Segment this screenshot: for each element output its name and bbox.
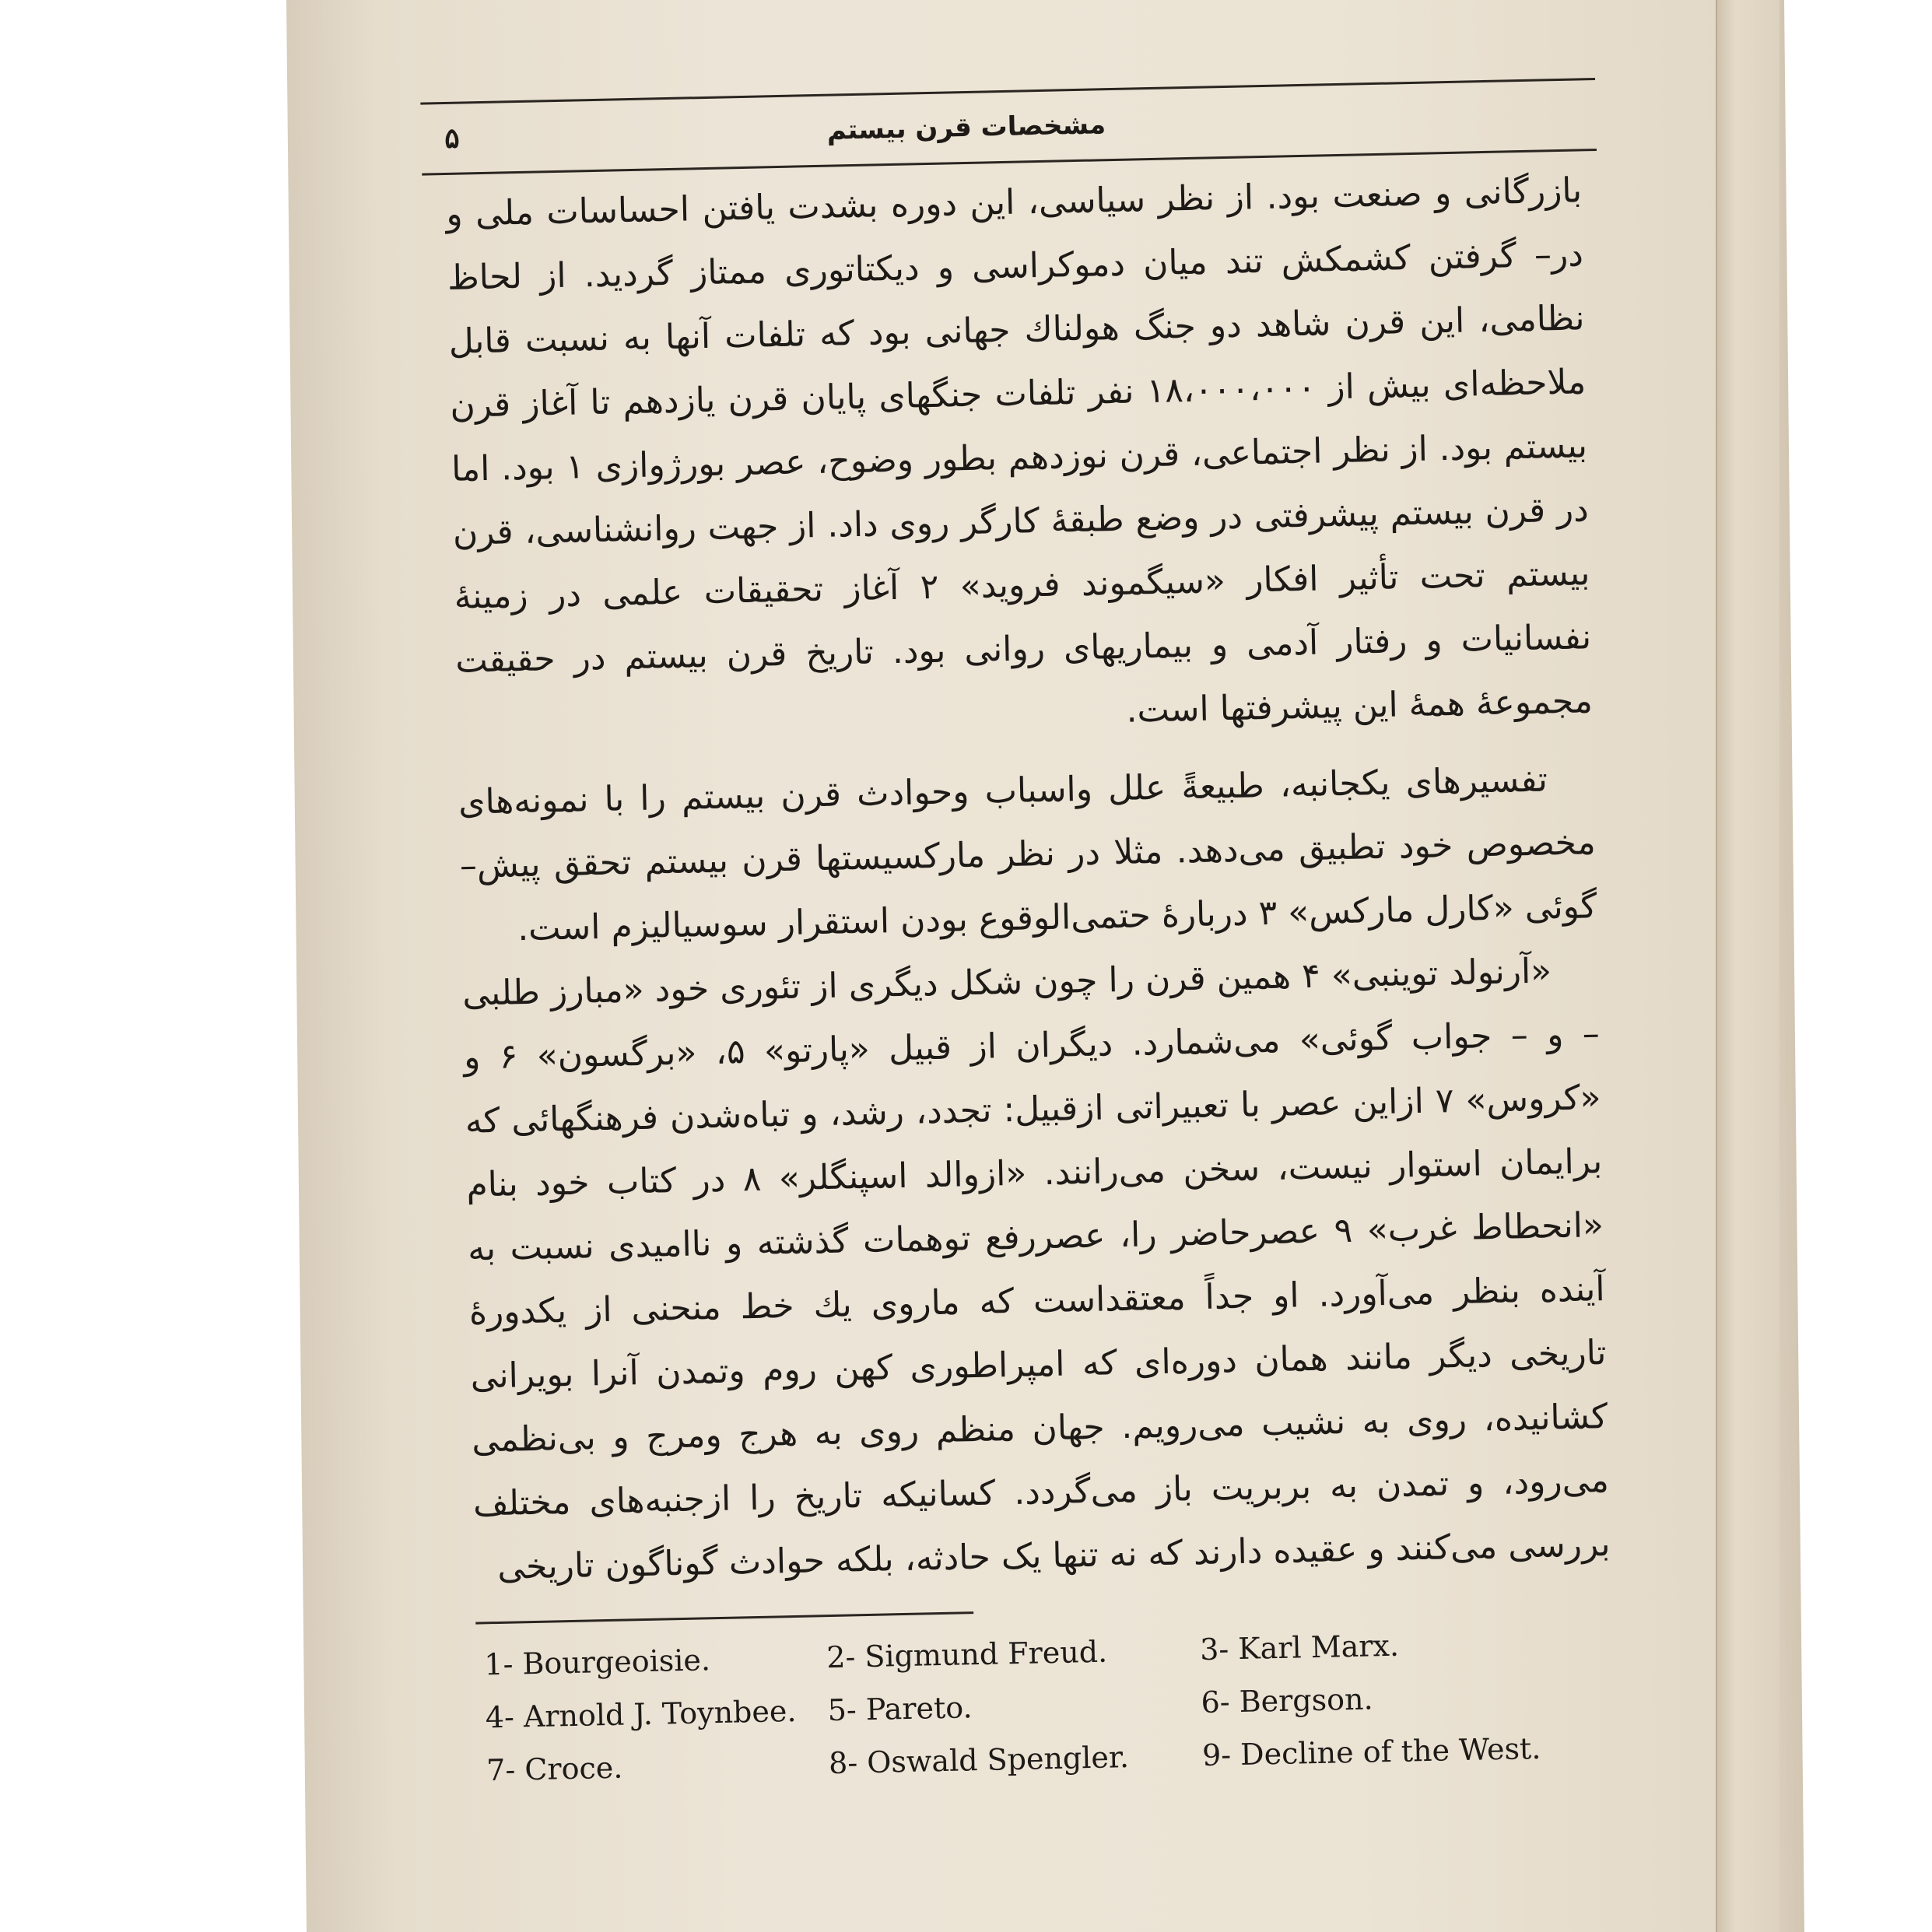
footnote: 3- Karl Marx.	[1199, 1628, 1400, 1667]
footnote: 9- Decline of the West.	[1201, 1730, 1541, 1773]
next-page-edge	[1716, 0, 1779, 1932]
footnote: 8- Oswald Spengler.	[828, 1740, 1130, 1781]
page-content	[420, 78, 1630, 1797]
footnote: 1- Bourgeoisie.	[483, 1643, 711, 1682]
footnote: 2- Sigmund Freud.	[826, 1634, 1108, 1675]
running-title: مشخصات قرن بیستم	[826, 109, 1106, 146]
page-number: ۵	[444, 121, 461, 155]
footnote: 7- Croce.	[486, 1750, 623, 1788]
footnote: 6- Bergson.	[1201, 1681, 1373, 1720]
footnotes	[452, 1601, 1630, 1798]
footnote: 5- Pareto.	[827, 1690, 973, 1728]
paragraph: «آرنولد توینبی» ۴ همین قرن را چون شکل دیگری از تئوری خود «مبارز طلبی – و – جواب گوئی» می‌شمارد. دیگران از قبیل «پارتو» ۵، «برگسون» ۶ و «کروس» ۷ ازاین عصر با تعبیراتی ازقبیل: تجدد، رشد، و تباه‌شدن فرهنگهائی که برایمان استوار نیست، سخن می‌رانند. «ازوالد اسپنگلر» ۸ در کتاب خود بنام «انحطاط غرب» ۹ عصرحاضر را، عصررفع توهمات گذشته و ناامیدی نسبت به آینده بنظر می‌آورد. او جداً معتقداست که ماروی یك خط منحنی از یکدورهٔ تاریخی دیگر مانند همان دوره‌ای که امپراطوری کهن روم وتمدن آنرا بویرانی کشانیده، روی به نشیب می‌رویم. جهان منظم روی به هرج ومرج و بی‌نظمی می‌رود، و تمدن به بربریت باز می‌گردد. کسانیکه تاریخ را ازجنبه‌های مختلف بررسی می‌کنند و عقیده دارند که نه تنها یک حادثه، بلکه حوادث گوناگون تاریخی	[461, 951, 1611, 1587]
paragraph: بازرگانی و صنعت بود. از نظر سیاسی، این دوره بشدت یافتن احساسات ملی و در– گرفتن کشمکش تند میان دموکراسی و دیکتاتوری ممتاز گردید. از لحاظ نظامی، این قرن شاهد دو جنگ هولناك جهانی بود که تلفات آنها به نسبت قابل ملاحظه‌ای بیش از ۱۸،۰۰۰،۰۰۰ نفر تلفات جنگهای پایان قرن یازدهم تا آغاز قرن بیستم بود. از نظر اجتماعی، قرن نوزدهم بطور وضوح، عصر بورژوازی ۱ بود. اما در قرن بیستم پیشرفتی در وضع طبقهٔ کارگر روی داد. از جهت روانشناسی، قرن بیستم تحت تأثیر افکار «سیگموند فروید» ۲ آغاز تحقیقات علمی در زمینهٔ نفسانیات و رفتار آدمی و بیماریهای روانی بود. تاریخ قرن بیستم در حقیقت مجموعهٔ همهٔ این پیشرفتها است.	[445, 170, 1594, 731]
paragraph: تفسیرهای یکجانبه، طبیعةً علل واسباب وحوادث قرن بیستم را با نمونه‌های مخصوص خود تطبیق می‌دهد. مثلا در نظر مارکسیستها قرن بیستم تحقق پیش– گوئی «کارل مارکس» ۳ دربارهٔ حتمی‌الوقوع بودن استقرار سوسیالیزم است.	[458, 759, 1597, 949]
body-text	[422, 151, 1626, 1601]
footnote: 4- Arnold J. Toynbee.	[485, 1693, 797, 1735]
